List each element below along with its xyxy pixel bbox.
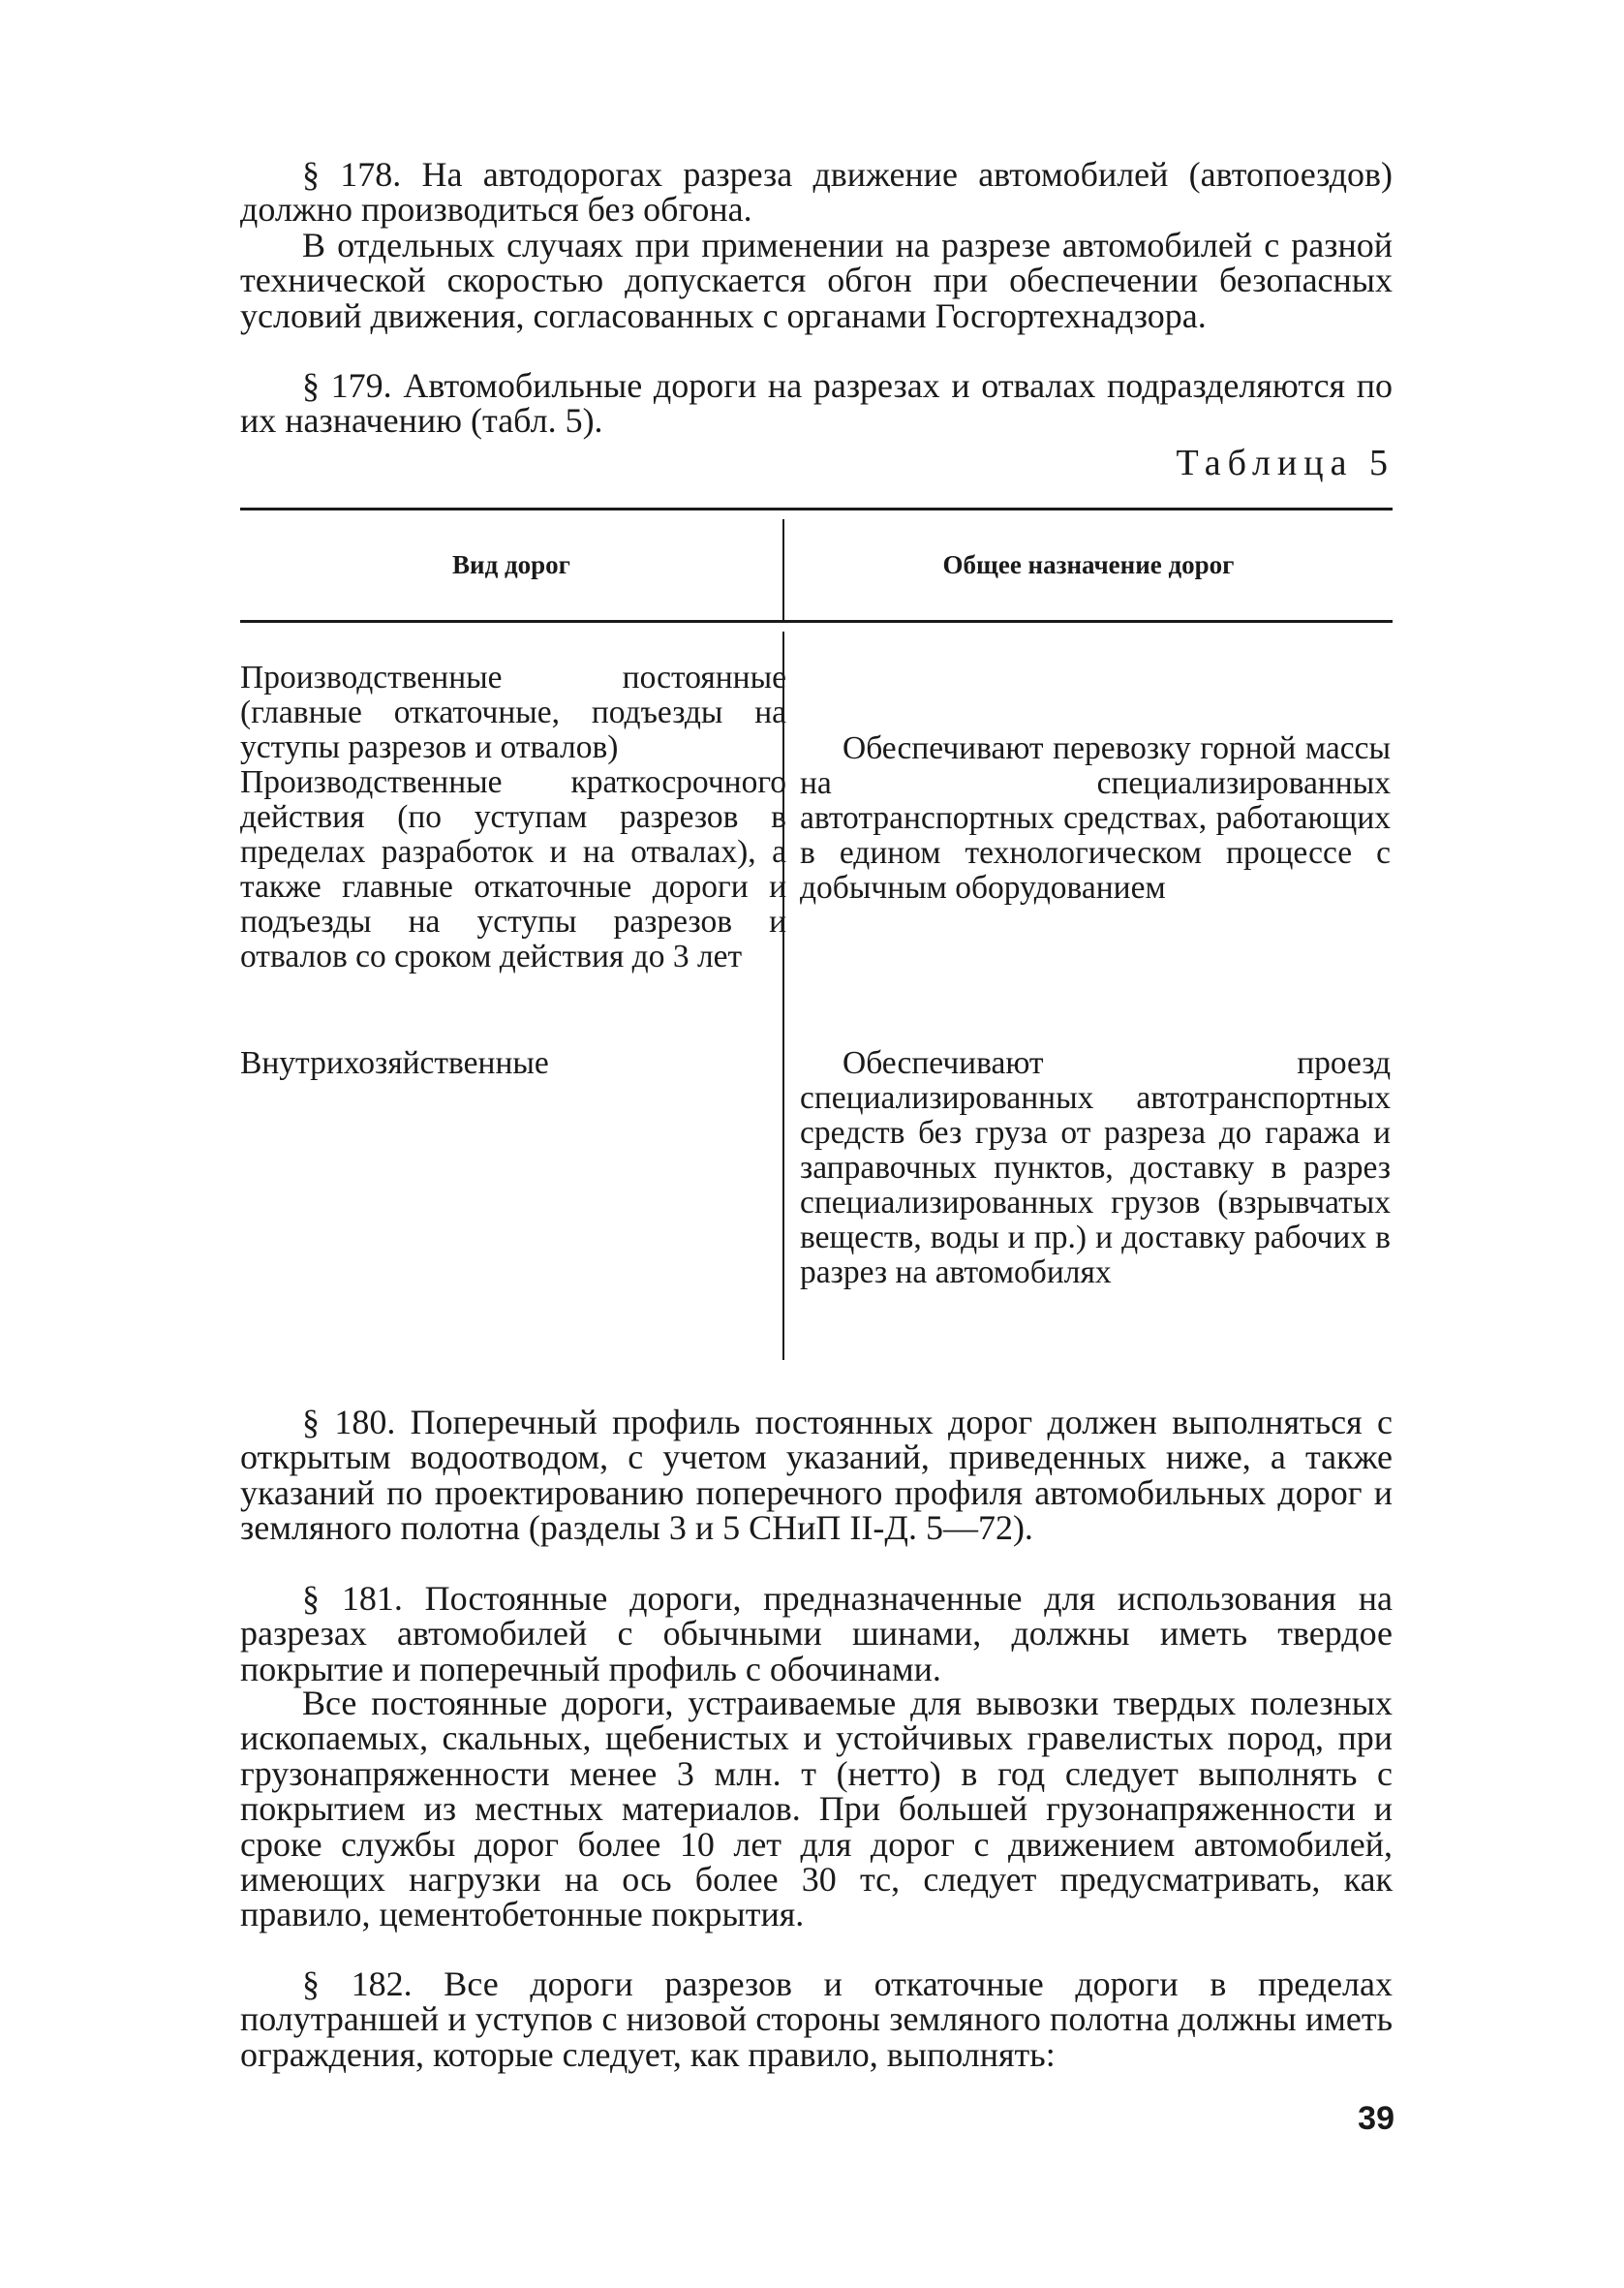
paragraph-181: § 181. Постоянные дороги, предназначенные для использования на разрезах автомобилей с обычными шинами, должны иметь твердое покрытие и поперечный профиль с обочинами. xyxy=(240,1579,1393,1688)
table-cell-kind-internal xyxy=(240,1046,786,1081)
table-cell-kind-shortterm xyxy=(240,765,786,974)
paragraph-182: § 182. Все дороги разрезов и откаточные дороги в пределах полутраншей и уступов с низовой стороны земляного полотна должны иметь ограждения, которые следует, как правило, выполнять: xyxy=(240,1964,1393,2074)
table-header-kind: Вид дорог xyxy=(452,550,570,579)
paragraph-178: § 178. На автодорогах разреза движение автомобилей (автопоездов) должно производиться без обгона. xyxy=(240,155,1393,230)
table-cell-purpose-production xyxy=(800,731,1391,906)
table-cell-purpose-internal xyxy=(800,1046,1391,1290)
paragraph-181-cont: Все постоянные дороги, устраиваемые для вывозки твердых полезных ископаемых, скальных, щебенистых и устойчивых гравелистых пород, при грузонапряженности менее 3 млн. т (нетто) в год следует выполнять с покрытием из местных материалов. При большей грузонапряженности и сроке службы дорог более 10 лет для дорог с движением автомобилей, имеющих нагрузки на ось более 30 тс, следует предусматривать, как правило, цементобетонные покрытия. xyxy=(240,1684,1393,1934)
kind-permanent-text: Производственные постоянные (главные откаточные, подъезды на уступы разрезов и отвалов) xyxy=(240,660,786,765)
purpose-internal-text: Обеспечивают проезд специализированных автотранспортных средств без груза от разреза до гаража и заправочных пунктов, доставку в разрез специализированных грузов (взрывчатых веществ, воды и пр.) и доставку рабочих в разрез на автомобилях xyxy=(800,1045,1391,1290)
kind-shortterm-text: Производственные краткосрочного действия (по уступам разрезов в пределах разработок и на отвалах), а также главные откаточные дороги и подъезды на уступы разрезов и отвалов со сроком действия до 3 лет xyxy=(240,764,786,974)
table-top-rule xyxy=(240,508,1393,510)
table-header-rule xyxy=(240,620,1393,623)
table-cell-kind-permanent xyxy=(240,661,786,765)
paragraph-179: § 179. Автомобильные дороги на разрезах и отвалах подразделяются по их назначению (табл. 5). xyxy=(240,366,1393,441)
paragraph-178-cont: В отдельных случаях при применении на разрезе автомобилей с разной технической скоростью допускается обгон при обеспечении безопасных условий движения, согласованных с органами Госгортехнадзора. xyxy=(240,226,1393,335)
page-number: 39 xyxy=(1358,2100,1394,2137)
purpose-production-text: Обеспечивают перевозку горной массы на специализированных автотранспортных средствах, работающих в едином технологическом процессе с добычным оборудованием xyxy=(800,730,1391,906)
table-header-purpose: Общее назначение дорог xyxy=(942,550,1235,579)
table-caption: Таблица 5 xyxy=(1176,443,1394,483)
kind-internal-text: Внутрихозяйственные xyxy=(240,1045,549,1081)
paragraph-180: § 180. Поперечный профиль постоянных дорог должен выполняться с открытым водоотводом, с учетом указаний, приведенных ниже, а также указаний по проектированию поперечного профиля автомобильных дорог и земляного полотна (разделы 3 и 5 СНиП II-Д. 5—72). xyxy=(240,1403,1393,1548)
